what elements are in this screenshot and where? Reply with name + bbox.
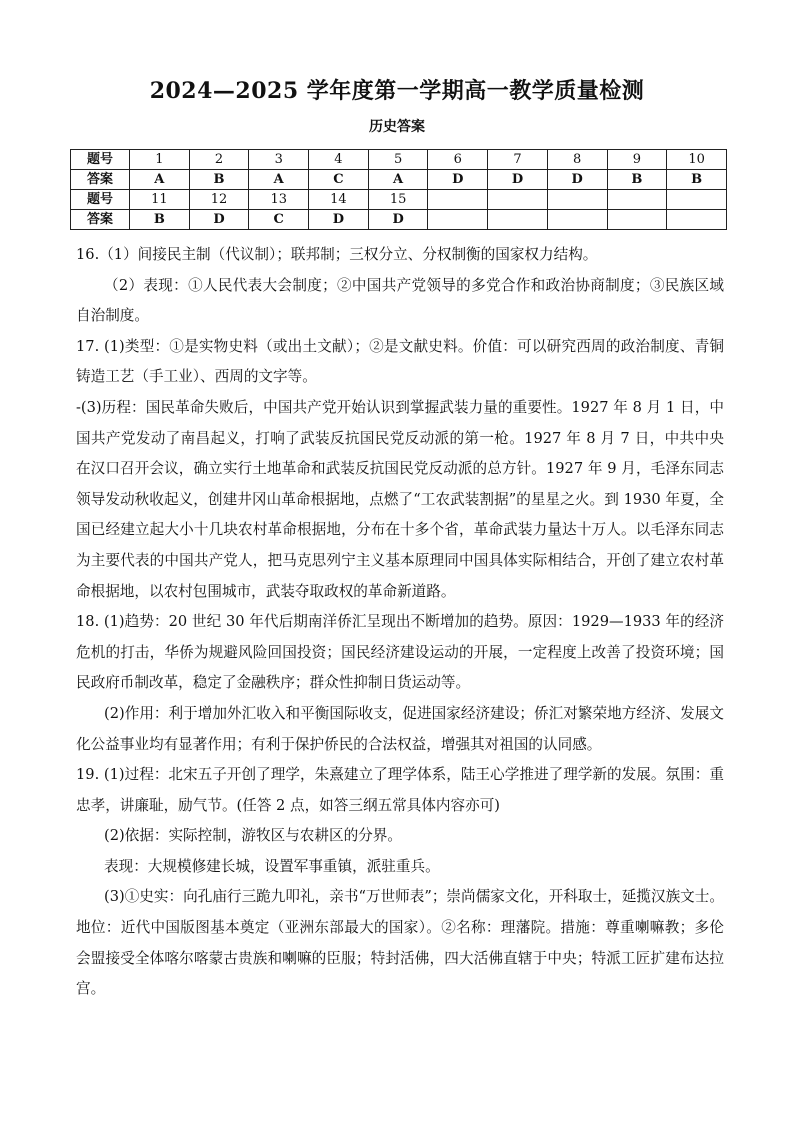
answer-cell: C bbox=[249, 210, 309, 230]
page-subtitle: 历史答案 bbox=[369, 119, 425, 135]
answer-cell: D bbox=[309, 210, 369, 230]
question-number-cell: 12 bbox=[189, 190, 249, 210]
question-number-cell: 14 bbox=[309, 190, 369, 210]
question-number-cell bbox=[428, 190, 488, 210]
answer-cell: D bbox=[547, 170, 607, 190]
answer-cell: D bbox=[488, 170, 548, 190]
question-number-cell: 9 bbox=[607, 150, 667, 170]
answer-table-row bbox=[71, 170, 727, 190]
question-number-cell: 7 bbox=[488, 150, 548, 170]
answer-table-row bbox=[71, 190, 727, 210]
answer-header: 答案 bbox=[71, 210, 130, 230]
question-number-cell: 15 bbox=[368, 190, 428, 210]
answer-paragraph: (2)作用：利于增加外汇收入和平衡国际收支，促进国家经济建设；侨汇对繁荣地方经济、发展文化公益事业均有显著作用；有利于保护侨民的合法权益，增强其对祖国的认同感。 bbox=[76, 704, 724, 753]
question-number-cell: 3 bbox=[249, 150, 309, 170]
answer-cell bbox=[547, 210, 607, 230]
answer-cell bbox=[428, 210, 488, 230]
answer-paragraph: (2)依据：实际控制，游牧区与农耕区的分界。 bbox=[104, 827, 402, 845]
answer-paragraph: （2）表现：①人民代表大会制度；②中国共产党领导的多党合作和政治协商制度；③民族区域自治制度。 bbox=[76, 276, 724, 325]
answer-table-row bbox=[71, 210, 727, 230]
answer-paragraph: -(3)历程：国民革命失败后，中国共产党开始认识到掌握武装力量的重要性。1927 年 8 月 1 日，中国共产党发动了南昌起义，打响了武装反抗国民党反动派的第一枪。1927 年 8 月 7 日，中共中央在汉口召开会议，确立实行土地革命和武装反抗国民党反动派的总方针。1927 年 9 月，毛泽东同志领导发动秋收起义，创建井冈山革命根据地，点燃了“工农武装割据”的星星之火。到 1930 年夏，全国已经建立起大小十几块农村革命根据地，分布在十多个省，革命武装力量达十万人。以毛泽东同志为主要代表的中国共产党人，把马克思列宁主义基本原理同中国具体实际相结合，开创了建立农村革命根据地，以农村包围城市，武装夺取政权的革命新道路。 bbox=[76, 398, 724, 600]
question-number-cell: 11 bbox=[130, 190, 190, 210]
answer-text-body bbox=[76, 240, 724, 1005]
answer-cell: A bbox=[368, 170, 428, 190]
answer-paragraph: 16.（1）间接民主制（代议制）；联邦制；三权分立、分权制衡的国家权力结构。 bbox=[76, 246, 598, 263]
answer-cell: A bbox=[130, 170, 190, 190]
answer-paragraph: 17. (1)类型：①是实物史料（或出土文献）；②是文献史料。价值：可以研究西周的政治制度、青铜铸造工艺（手工业）、西周的文字等。 bbox=[76, 337, 724, 386]
answer-paragraph: (3)①史实：向孔庙行三跪九叩礼，亲书“万世师表”；崇尚儒家文化，开科取士，延揽汉族文士。地位：近代中国版图基本奠定（亚洲东部最大的国家）。②名称：理藩院。措施：尊重喇嘛教；多伦会盟接受全体喀尔喀蒙古贵族和喇嘛的臣服；特封活佛，四大活佛直辖于中央；特派工匠扩建布达拉宫。 bbox=[76, 888, 724, 998]
answer-cell bbox=[667, 210, 727, 230]
question-number-cell bbox=[547, 190, 607, 210]
answer-cell bbox=[488, 210, 548, 230]
answer-cell bbox=[607, 210, 667, 230]
answer-cell: D bbox=[189, 210, 249, 230]
question-number-cell: 4 bbox=[309, 150, 369, 170]
question-number-cell bbox=[667, 190, 727, 210]
answer-cell: B bbox=[189, 170, 249, 190]
answer-cell: A bbox=[249, 170, 309, 190]
question-number-header: 题号 bbox=[71, 150, 130, 170]
answer-paragraph: 表现：大规模修建长城，设置军事重镇，派驻重兵。 bbox=[104, 857, 440, 875]
page-title: 2024—2025 学年度第一学期高一教学质量检测 bbox=[149, 78, 645, 104]
question-number-cell: 5 bbox=[368, 150, 428, 170]
answer-cell: D bbox=[428, 170, 488, 190]
answer-cell: B bbox=[607, 170, 667, 190]
answer-table-row bbox=[71, 150, 727, 170]
answer-cell: D bbox=[368, 210, 428, 230]
question-number-cell: 6 bbox=[428, 150, 488, 170]
answer-cell: B bbox=[667, 170, 727, 190]
question-number-header: 题号 bbox=[71, 190, 130, 210]
answer-cell: B bbox=[130, 210, 190, 230]
answer-table bbox=[70, 149, 727, 230]
question-number-cell bbox=[607, 190, 667, 210]
answer-cell: C bbox=[309, 170, 369, 190]
answer-header: 答案 bbox=[71, 170, 130, 190]
question-number-cell bbox=[488, 190, 548, 210]
question-number-cell: 1 bbox=[130, 150, 190, 170]
question-number-cell: 2 bbox=[189, 150, 249, 170]
question-number-cell: 10 bbox=[667, 150, 727, 170]
question-number-cell: 13 bbox=[249, 190, 309, 210]
answer-paragraph: 19. (1)过程：北宋五子开创了理学，朱熹建立了理学体系，陆王心学推进了理学新的发展。氛围：重忠孝，讲廉耻，励气节。(任答 2 点，如答三纲五常具体内容亦可) bbox=[76, 766, 724, 814]
answer-paragraph: 18. (1)趋势：20 世纪 30 年代后期南洋侨汇呈现出不断增加的趋势。原因：1929—1933 年的经济危机的打击，华侨为规避风险回国投资；国民经济建设运动的开展，一定程度上改善了投资环境；国民政府币制改革，稳定了金融秩序；群众性抑制日货运动等。 bbox=[76, 613, 724, 692]
question-number-cell: 8 bbox=[547, 150, 607, 170]
